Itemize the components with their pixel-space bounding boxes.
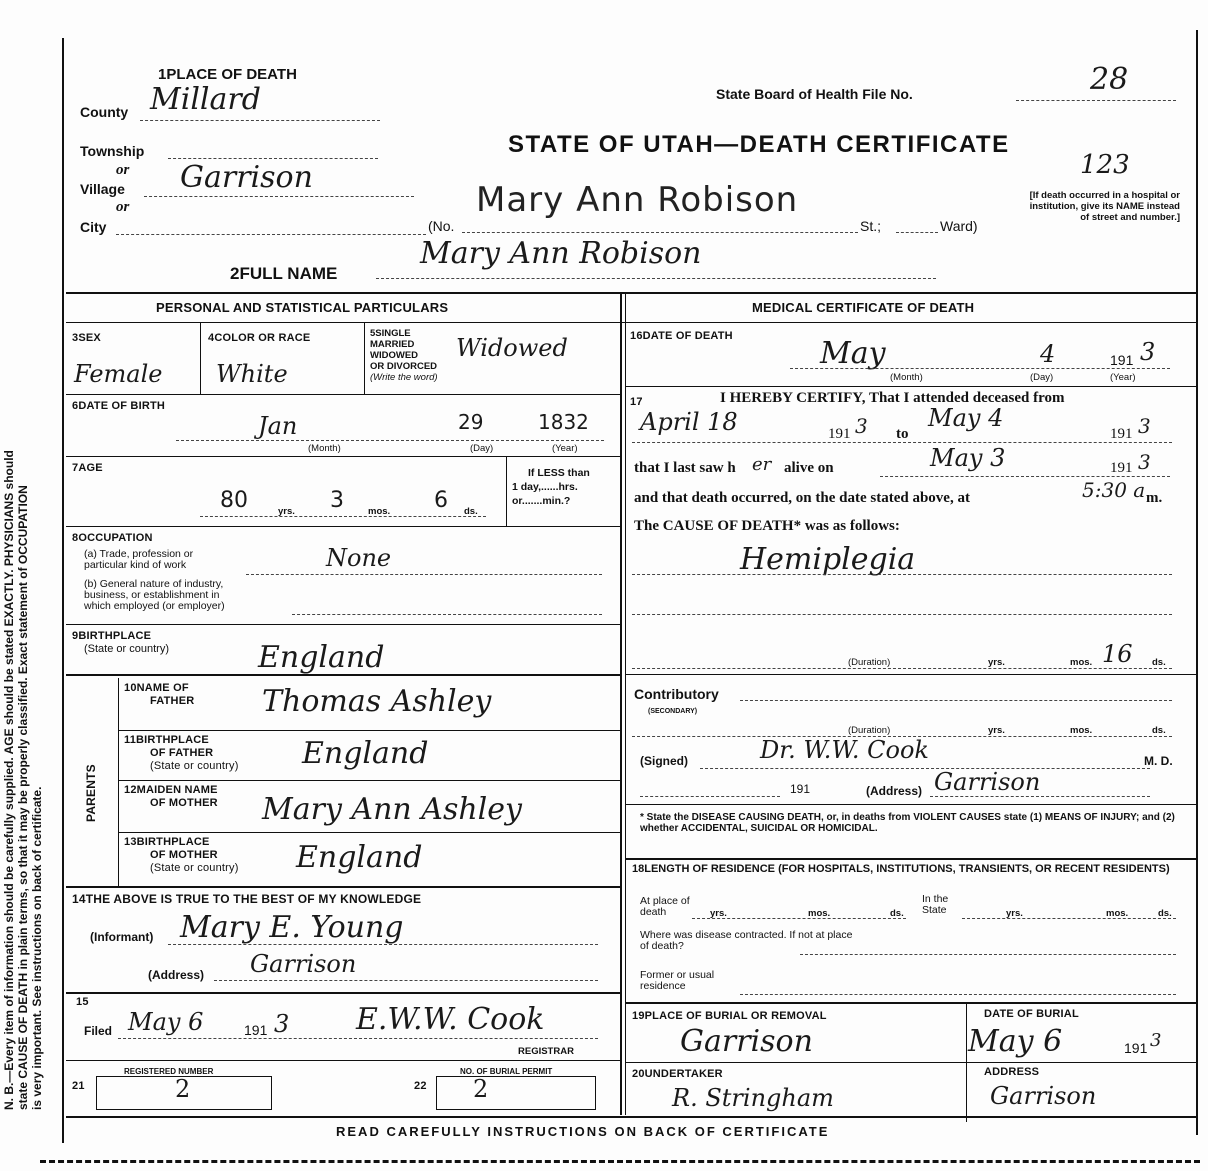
informant-value[interactable]: Mary E. Young bbox=[180, 910, 404, 945]
where-contracted-label: Where was disease contracted. If not at place of death? bbox=[640, 929, 853, 952]
side-instruction-line-2: state CAUSE OF DEATH in plain terms, so that it may be properly classified. Exact statement of OCCUPATION bbox=[16, 485, 30, 1110]
dod-year-suffix[interactable]: 3 bbox=[1140, 338, 1156, 366]
hospital-note: [If death occurred in a hospital or institution, give its NAME instead of street and number.] bbox=[1029, 190, 1180, 223]
marital-label: 5SINGLE MARRIED WIDOWED OR DIVORCED (Write the word) bbox=[370, 328, 438, 383]
father-name-label: 10NAME OF FATHER bbox=[124, 682, 195, 707]
age-label: 7AGE bbox=[72, 462, 103, 474]
occupation-value[interactable]: None bbox=[326, 544, 392, 572]
color-value[interactable]: White bbox=[216, 360, 288, 388]
filed-year-prefix: 191 bbox=[244, 1022, 268, 1038]
ward-label: Ward) bbox=[940, 218, 978, 234]
color-label: 4COLOR OR RACE bbox=[208, 332, 311, 344]
sex-value[interactable]: Female bbox=[74, 360, 163, 388]
registered-number-box[interactable] bbox=[96, 1076, 272, 1110]
township-label: Township bbox=[80, 143, 145, 159]
informant-label: (Informant) bbox=[90, 930, 154, 944]
physician-signature[interactable]: Dr. W.W. Cook bbox=[760, 736, 929, 764]
marital-value[interactable]: Widowed bbox=[456, 334, 568, 362]
typed-name: Mary Ann Robison bbox=[476, 180, 799, 220]
dob-month[interactable]: Jan bbox=[258, 412, 298, 440]
age-days[interactable]: 6 bbox=[434, 488, 448, 513]
no-label: (No. bbox=[428, 218, 455, 234]
attended-from[interactable]: April 18 bbox=[640, 408, 738, 436]
attended-to[interactable]: May 4 bbox=[928, 404, 1004, 432]
file-no-label: State Board of Health File No. bbox=[716, 86, 913, 102]
informant-address-value[interactable]: Garrison bbox=[250, 950, 357, 978]
father-birthplace-value[interactable]: England bbox=[302, 736, 429, 771]
signed-label: (Signed) bbox=[640, 754, 688, 768]
cause-of-death-label: The CAUSE OF DEATH* was as follows: bbox=[634, 518, 900, 534]
certify-statement: I HEREBY CERTIFY, That I attended deceased from bbox=[720, 390, 1065, 406]
frame-right bbox=[1196, 30, 1198, 1135]
column-divider bbox=[620, 292, 622, 1115]
footer-instructions: READ CAREFULLY INSTRUCTIONS ON BACK OF CERTIFICATE bbox=[336, 1124, 830, 1139]
parents-label: PARENTS bbox=[84, 764, 98, 822]
dob-day[interactable]: 29 bbox=[458, 410, 484, 434]
birthplace-label: 9BIRTHPLACE bbox=[72, 630, 152, 642]
if-less-than-day: If LESS than 1 day,......hrs. or.......min.? bbox=[512, 467, 590, 507]
burial-place-label: 19PLACE OF BURIAL OR REMOVAL bbox=[632, 1010, 827, 1022]
frame-bottom-perforation bbox=[40, 1160, 1200, 1163]
city-label: City bbox=[80, 219, 107, 235]
birthplace-sub: (State or country) bbox=[84, 643, 169, 655]
dod-month[interactable]: May bbox=[820, 336, 886, 371]
undertaker-address-value[interactable]: Garrison bbox=[990, 1082, 1097, 1110]
last-saw-date[interactable]: May 3 bbox=[930, 444, 1006, 472]
or-label-1: or bbox=[116, 162, 130, 178]
physician-address[interactable]: Garrison bbox=[934, 768, 1041, 796]
full-name-value[interactable]: Mary Ann Robison bbox=[420, 236, 702, 271]
st-label: St.; bbox=[860, 218, 882, 234]
dod-label: 16DATE OF DEATH bbox=[630, 330, 733, 342]
dob-month-caption: (Month) bbox=[308, 443, 341, 454]
mother-birthplace-label: 13BIRTHPLACE OF MOTHER (State or country) bbox=[124, 836, 239, 874]
dob-label: 6DATE OF BIRTH bbox=[72, 400, 166, 412]
cause-footnote: * State the DISEASE CAUSING DEATH, or, in deaths from VIOLENT CAUSES state (1) MEANS OF INJURY; and (2) whether ACCIDENTAL, SUICIDAL OR HOMICIDAL. bbox=[640, 812, 1175, 834]
dod-year-prefix: 191 bbox=[1110, 352, 1134, 368]
in-state-label: In the State bbox=[922, 893, 949, 916]
father-birthplace-label: 11BIRTHPLACE OF FATHER (State or country) bbox=[124, 734, 239, 772]
at-place-label: At place of death bbox=[640, 895, 690, 918]
filed-number: 15 bbox=[76, 996, 89, 1008]
certificate-title: STATE OF UTAH—DEATH CERTIFICATE bbox=[508, 131, 1010, 158]
place-of-death-title: 1PLACE OF DEATH bbox=[158, 66, 297, 83]
dob-year-caption: (Year) bbox=[552, 443, 578, 454]
undertaker-value[interactable]: R. Stringham bbox=[672, 1084, 834, 1112]
birthplace-value[interactable]: England bbox=[258, 640, 385, 675]
full-name-label: 2FULL NAME bbox=[230, 264, 338, 283]
occupation-a-label: (a) Trade, profession or particular kind of work bbox=[84, 548, 194, 571]
burial-permit-box[interactable] bbox=[436, 1076, 596, 1110]
county-label: County bbox=[80, 104, 129, 120]
duration-months[interactable]: 16 bbox=[1102, 640, 1133, 668]
residence-label: 18LENGTH OF RESIDENCE (FOR HOSPITALS, INSTITUTIONS, TRANSIENTS, OR RECENT RESIDENTS) bbox=[632, 863, 1170, 875]
medical-section-title: MEDICAL CERTIFICATE OF DEATH bbox=[752, 300, 975, 315]
death-time[interactable]: 5:30 a bbox=[1082, 478, 1146, 502]
death-occurred-label: and that death occurred, on the date stated above, at bbox=[634, 490, 970, 506]
undertaker-address-label: ADDRESS bbox=[984, 1066, 1040, 1078]
occupation-label: 8OCCUPATION bbox=[72, 532, 153, 544]
burial-date-value[interactable]: May 6 bbox=[968, 1024, 1063, 1059]
dob-day-caption: (Day) bbox=[470, 443, 494, 454]
mother-birthplace-value[interactable]: England bbox=[296, 840, 423, 875]
side-instruction-line-3: is very important. See instructions on back of certificate. bbox=[30, 786, 44, 1110]
county-value[interactable]: Millard bbox=[150, 82, 261, 117]
file-no-value[interactable]: 28 bbox=[1090, 62, 1129, 97]
contributory-label: Contributory bbox=[634, 686, 719, 702]
dod-day[interactable]: 4 bbox=[1040, 340, 1056, 368]
registered-number-caption: REGISTERED NUMBER bbox=[124, 1067, 214, 1076]
frame-left bbox=[62, 38, 64, 1143]
undertaker-label: 20UNDERTAKER bbox=[632, 1068, 723, 1080]
village-label: Village bbox=[80, 181, 125, 197]
registry-number[interactable]: 123 bbox=[1080, 150, 1130, 180]
sex-label: 3SEX bbox=[72, 332, 101, 344]
personal-section-title: PERSONAL AND STATISTICAL PARTICULARS bbox=[156, 300, 449, 315]
filed-date[interactable]: May 6 bbox=[128, 1008, 204, 1036]
cause-of-death-value[interactable]: Hemiplegia bbox=[740, 542, 916, 577]
informant-statement: 14THE ABOVE IS TRUE TO THE BEST OF MY KNOWLEDGE bbox=[72, 892, 422, 906]
mother-name-label: 12MAIDEN NAME OF MOTHER bbox=[124, 784, 218, 809]
father-name-value[interactable]: Thomas Ashley bbox=[262, 684, 492, 719]
burial-permit-caption: NO. OF BURIAL PERMIT bbox=[460, 1067, 553, 1076]
or-label-2: or bbox=[116, 199, 130, 215]
dob-year[interactable]: 1832 bbox=[538, 410, 589, 434]
village-value[interactable]: Garrison bbox=[180, 160, 313, 195]
former-residence-label: Former or usual residence bbox=[640, 969, 715, 992]
filed-label: Filed bbox=[84, 1024, 113, 1038]
informant-address-label: (Address) bbox=[148, 968, 205, 982]
registrar-label: REGISTRAR bbox=[518, 1046, 574, 1057]
registrar-signature[interactable]: E.W.W. Cook bbox=[356, 1002, 545, 1037]
age-years[interactable]: 80 bbox=[220, 488, 248, 513]
side-instruction-line-1: N. B.—Every item of information should be carefully supplied. AGE should be stated EXACTLY. PHYSICIANS should bbox=[2, 450, 16, 1110]
occupation-b-label: (b) General nature of industry, business, or establishment in which employed (or employer) bbox=[84, 578, 225, 612]
section-top-rule bbox=[66, 292, 1196, 294]
burial-date-label: DATE OF BURIAL bbox=[984, 1008, 1079, 1020]
burial-place-value[interactable]: Garrison bbox=[680, 1024, 813, 1059]
last-saw-label: that I last saw h bbox=[634, 460, 736, 476]
age-months[interactable]: 3 bbox=[330, 488, 344, 513]
filed-year-suffix[interactable]: 3 bbox=[274, 1010, 290, 1038]
mother-name-value[interactable]: Mary Ann Ashley bbox=[262, 792, 522, 827]
registered-number-value: 2 bbox=[175, 1075, 191, 1103]
burial-permit-value: 2 bbox=[473, 1075, 489, 1103]
